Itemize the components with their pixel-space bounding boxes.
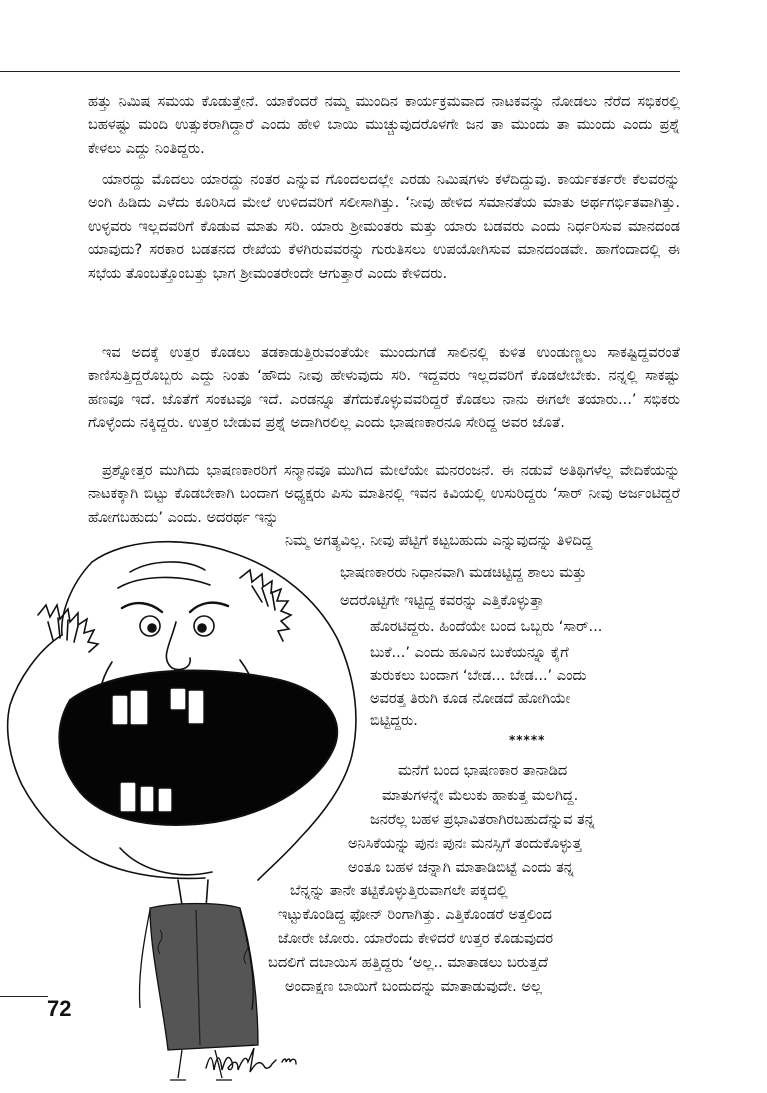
paragraph-4: ಪ್ರಶ್ನೋತ್ತರ ಮುಗಿದು ಭಾಷಣಕಾರರಿಗೆ ಸನ್ಮಾನವೂ ಮುಗಿದ ಮೇಲೆಯೇ ಮನರಂಜನೆ. ಈ ನಡುವೆ ಅತಿಥಿಗಳೆಲ್ಲ ವೇದಿಕೆಯನ್ನು ನಾಟಕಕ್ಕಾಗಿ ಬಿಟ್ಟು ಕೊಡಬೇಕಾಗಿ ಬಂದಾಗ ಅಧ್ಯಕ್ಷರು ಪಿಸು ಮಾತಿನಲ್ಲಿ ಇವನ ಕಿವಿಯಲ್ಲಿ ಉಸುರಿದ್ದರು ‘ಸಾರ್ ನೀವು ಅರ್ಜಂಟಿದ್ದರೆ ಹೋಗಬಹುದು’ ಎಂದು. ಅದರರ್ಥ ಇನ್ನು: [88, 463, 680, 526]
paragraph-2: ಯಾರದ್ದು ಮೊದಲು ಯಾರದ್ದು ನಂತರ ಎನ್ನುವ ಗೊಂದಲದಲ್ಲೇ ಎರಡು ನಿಮಿಷಗಳು ಕಳೆದಿದ್ದುವು. ಕಾರ್ಯಕರ್ತರೇ ಕೆಲವರನ್ನು ಅಂಗಿ ಹಿಡಿದು ಎಳೆದು ಕೂರಿಸಿದ ಮೇಲೆ ಉಳಿದವರಿಗೆ ಸಲೀಸಾಗಿತ್ತು. ‘ನೀವು ಹೇಳಿದ ಸಮಾನತೆಯ ಮಾತು ಅರ್ಥಗರ್ಭಿತವಾಗಿತ್ತು. ಉಳ್ಳವರು ಇಲ್ಲದವರಿಗೆ ಕೊಡುವ ಮಾತು ಸರಿ. ಯಾರು ಶ್ರೀಮಂತರು ಮತ್ತು ಯಾರು ಬಡವರು ಎಂದು ನಿರ್ಧರಿಸುವ ಮಾನದಂಡ ಯಾವುದು? ಸರಕಾರ ಬಡತನದ ರೇಖೆಯ ಕೆಳಗಿರುವವರನ್ನು ಗುರುತಿಸಲು ಉಪಯೋಗಿಸುವ ಮಾನದಂಡವೇ. ಹಾಗೆಂದಾದಲ್ಲಿ ಈ ಸಭೆಯ ತೊಂಬತ್ತೊಂಬತ್ತು ಭಾಗ ಶ್ರೀಮಂತರೇಂದೇ ಆಗುತ್ತಾರೆ ಎಂದು ಕೇಳಿದರು.: [88, 172, 680, 282]
top-rule: [0, 71, 680, 72]
text-line: ಜನರೆಲ್ಲ ಬಹಳ ಪ್ರಭಾವಿತರಾಗಿರಬಹುದೆನ್ನುವ ತನ್ನ: [370, 812, 595, 828]
wrapped-line: ಬುಕೆ...’ ಎಂದು ಹೂವಿನ ಬುಕೆಯನ್ನೂ ಕೈಗೆ: [370, 645, 569, 661]
page-number: 72: [47, 996, 72, 1021]
text-line: ಇಟ್ಟುಕೊಂಡಿದ್ದ ಫೋನ್ ರಿಂಗಾಗಿತ್ತು. ಎತ್ತಿಕೊಂಡರೆ ಅತ್ತಲಿಂದ: [278, 907, 552, 923]
text-line: ಬದಲಿಗೆ ದಬಾಯಿಸ ಹತ್ತಿದ್ದರು ‘ಅಲ್ಲ.. ಮಾತಾಡಲು ಬರುತ್ತದೆ: [268, 955, 548, 971]
text-line: ಅಂದಾಕ್ಷಣ ಬಾಯಿಗೆ ಬಂದುದನ್ನು ಮಾತಾಡುವುದೇ. ಅಲ್ಲ: [285, 979, 543, 995]
wrapped-line: ತುರುಕಲು ಬಂದಾಗ ‘ಬೇಡ... ಬೇಡ...’ ಎಂದು: [370, 668, 587, 684]
text-line: ಮನೆಗೆ ಬಂದ ಭಾಷಣಕಾರ ತಾನಾಡಿದ: [398, 763, 568, 779]
wrapped-line: ಅದರೊಟ್ಟಿಗೇ ಇಟ್ಟಿದ್ದ ಕವರನ್ನು ಎತ್ತಿಕೊಳ್ಳುತ್ತಾ: [340, 593, 545, 609]
text-line: ಅನಿಸಿಕೆಯನ್ನು ಪುನಃ ಪುನಃ ಮನಸ್ಸಿಗೆ ತಂದುಕೊಳ್ಳುತ್ತ: [348, 836, 582, 852]
text-line: ಜೋರೇ ಜೋರು. ಯಾರೆಂದು ಕೇಳಿದರೆ ಉತ್ತರ ಕೊಡುವುದರ: [278, 931, 554, 947]
text-line: ಬೆನ್ನನ್ನು ತಾನೇ ತಟ್ಟಿಕೊಳ್ಳುತ್ತಿರುವಾಗಲೇ ಪಕ್ಕದಲ್ಲಿ: [290, 883, 508, 899]
wrapped-line: ಬಿಟ್ಟಿದ್ದರು.: [370, 713, 418, 729]
paragraph-1: ಹತ್ತು ನಿಮಿಷ ಸಮಯ ಕೊಡುತ್ತೇನೆ. ಯಾಕೆಂದರೆ ನಮ್ಮ ಮುಂದಿನ ಕಾರ್ಯಕ್ರಮವಾದ ನಾಟಕವನ್ನು ನೋಡಲು ನೆರೆದ ಸಭಿಕರಲ್ಲಿ ಬಹಳಷ್ಟು ಮಂದಿ ಉತ್ಸುಕರಾಗಿದ್ದಾರೆ ಎಂದು ಹೇಳಿ ಬಾಯಿ ಮುಚ್ಚುವುದರೊಳಗೇ ಜನ ತಾ ಮುಂದು ತಾ ಮುಂದು ಎಂದು ಪ್ರಶ್ನೆ ಕೇಳಲು ಎದ್ದು ನಿಂತಿದ್ದರು.: [88, 94, 680, 157]
wrapped-line: ಅವರತ್ತ ತಿರುಗಿ ಕೂಡ ನೋಡದೆ ಹೋಗಿಯೇ: [370, 691, 571, 707]
section-separator: *****: [509, 733, 546, 747]
paragraph-3: ಇವ ಅದಕ್ಕೆ ಉತ್ತರ ಕೊಡಲು ತಡಕಾಡುತ್ತಿರುವಂತೆಯೇ ಮುಂದುಗಡೆ ಸಾಲಿನಲ್ಲಿ ಕುಳಿತ ಉಂಡುಣ್ಣಲು ಸಾಕಷ್ಟಿದ್ದವರಂತೆ ಕಾಣಿಸುತ್ತಿದ್ದರೊಬ್ಬರು ಎದ್ದು ನಿಂತು ‘ಹೌದು ನೀವು ಹೇಳುವುದು ಸರಿ. ಇದ್ದವರು ಇಲ್ಲದವರಿಗೆ ಕೊಡಲೇಬೇಕು. ನನ್ನಲ್ಲಿ ಸಾಕಷ್ಟು ಹಣವೂ ಇದೆ. ಜೊತೆಗೆ ಸಂಕಟವೂ ಇದೆ. ಎರಡನ್ನೂ ತೆಗೆದುಕೊಳ್ಳುವವರಿದ್ದರೆ ಕೊಡಲು ನಾನು ಈಗಲೇ ತಯಾರು...’ ಸಭಿಕರು ಗೊಳ್ಳೆಂದು ನಕ್ಕಿದ್ದರು. ಉತ್ತರ ಬೇಡುವ ಪ್ರಶ್ನೆ ಅದಾಗಿರಲಿಲ್ಲ ಎಂದು ಭಾಷಣಕಾರನೂ ಸೇರಿದ್ದ ಅವರ ಜೊತೆ.: [88, 345, 680, 432]
text-line: ಅಂತೂ ಬಹಳ ಚನ್ನಾಗಿ ಮಾತಾಡಿಬಿಟ್ಟೆ ಎಂದು ತನ್ನ: [348, 860, 574, 876]
artist-signature: [200, 1038, 330, 1078]
text-line: ಮಾತುಗಳನ್ನೇ ಮೆಲುಕು ಹಾಕುತ್ತ ಮಲಗಿದ್ದ.: [382, 788, 579, 804]
bottom-rule: [0, 996, 48, 997]
wrapped-line: ನಿಮ್ಮ ಅಗತ್ಯವಿಲ್ಲ. ನೀವು ಪೆಟ್ಟಿಗೆ ಕಟ್ಟಬಹುದು ಎನ್ನುವುದನ್ನು ತಿಳಿದಿದ್ದ: [285, 533, 593, 549]
wrapped-line: ಹೊರಟಿದ್ದರು. ಹಿಂದೆಯೇ ಬಂದ ಒಬ್ಬರು ‘ಸಾರ್...: [370, 619, 603, 635]
wrapped-line: ಭಾಷಣಕಾರರು ನಿಧಾನವಾಗಿ ಮಡಚಿಟ್ಟಿದ್ದ ಶಾಲು ಮತ್ತು: [340, 565, 587, 581]
